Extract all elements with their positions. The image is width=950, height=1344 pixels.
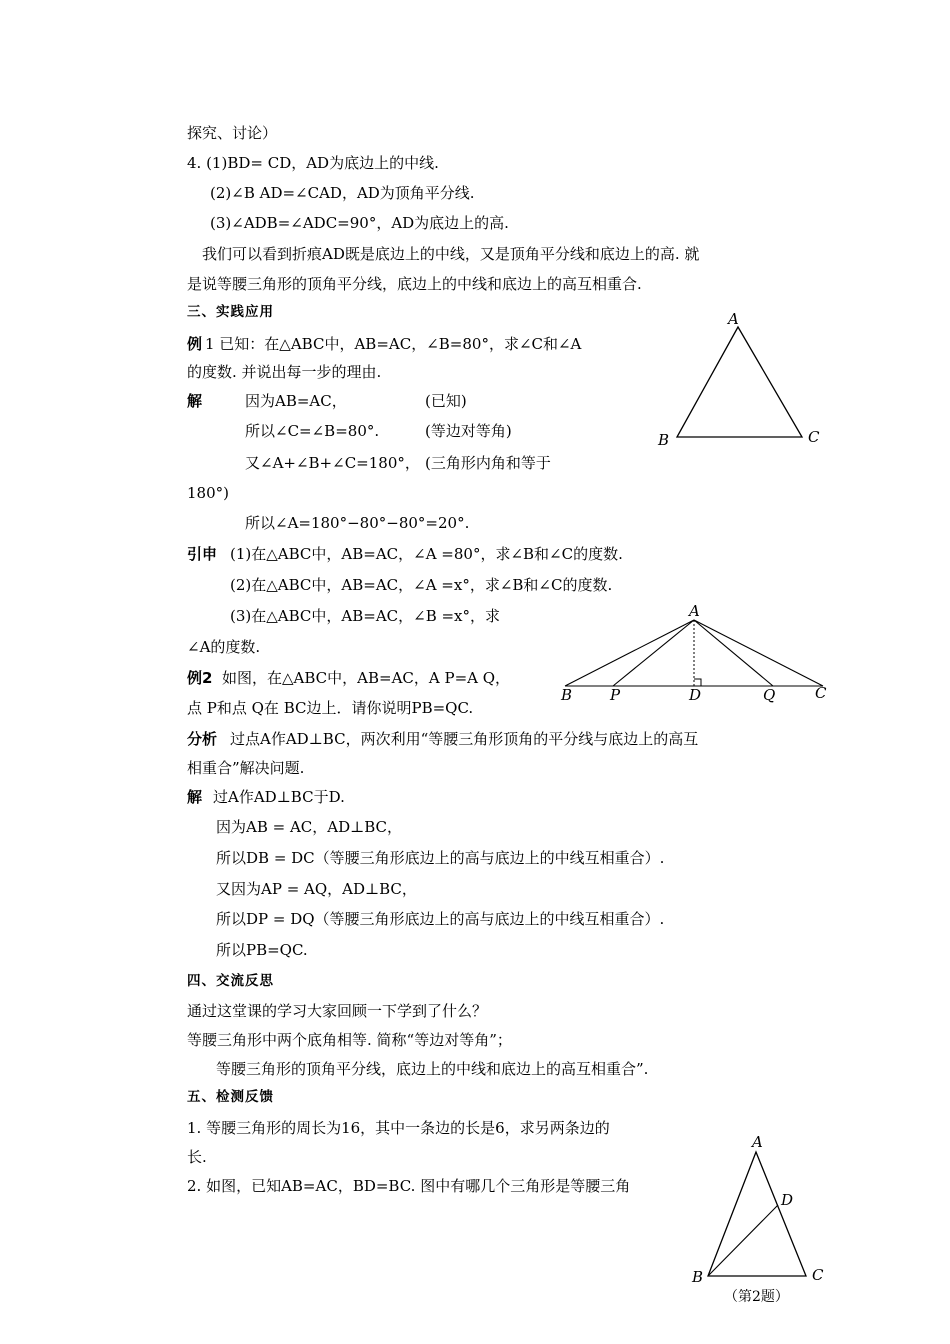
side-ac (694, 620, 823, 686)
text-line: 探究、讨论） (187, 124, 278, 142)
text-line: 是说等腰三角形的顶角平分线，底边上的中线和底边上的高互相重合. (187, 275, 642, 293)
text-line: 1 已知：在△ABC中，AB=AC，∠B=80°，求∠C和∠A (205, 335, 582, 353)
vertex-label-c: C (808, 428, 820, 446)
vertex-label-a: A (689, 602, 700, 620)
text-line: 我们可以看到折痕AD既是底边上的中线，又是顶角平分线和底边上的高. 就 (202, 245, 700, 263)
text-line: 如图，在△ABC中，AB=AC，A P=A Q， (222, 669, 511, 687)
text-line: 点 P和点 Q在 BC边上．请你说明PB=QC. (187, 699, 474, 717)
section-heading: 五、检测反馈 (187, 1089, 274, 1105)
side-ab (565, 620, 694, 686)
point-label-q: Q (763, 686, 776, 704)
text-line: 等腰三角形中两个底角相等. 简称“等边对等角”； (187, 1031, 512, 1049)
reason-text: (已知) (425, 392, 467, 410)
section-heading: 三、实践应用 (187, 304, 274, 320)
extension-label: 引申 (187, 545, 218, 563)
text-line: 的度数. 并说出每一步的理由. (187, 363, 382, 381)
text-line: 4. (1)BD= CD，AD为底边上的中线. (187, 154, 439, 172)
example-label: 例 (187, 335, 203, 353)
right-angle-mark (694, 679, 701, 686)
point-label-d: D (689, 686, 702, 704)
vertex-label-b: B (658, 431, 670, 449)
text-line: (3)在△ABC中，AB=AC，∠B =x°，求 (230, 607, 501, 625)
text-line: 又∠A+∠B+∠C=180°， (245, 454, 420, 472)
triangle-outline (677, 327, 802, 437)
solution-label: 解 (187, 788, 203, 806)
solution-label: 解 (187, 392, 203, 410)
text-line: 相重合”解决问题. (187, 759, 305, 777)
text-line: 因为AB = AC，AD⊥BC， (216, 818, 403, 836)
segment-aq (694, 620, 773, 686)
text-line: 因为AB=AC， (245, 392, 347, 410)
text-line: 所以∠A=180°−80°−80°=20°. (245, 514, 470, 532)
vertex-label-c: C (812, 1266, 824, 1284)
text-line: 过A作AD⊥BC于D. (213, 788, 345, 806)
vertex-label-a: A (728, 310, 739, 328)
exercise2-figure (688, 1130, 838, 1308)
vertex-label-b: B (692, 1268, 704, 1286)
text-line: 又因为AP = AQ，AD⊥BC， (216, 880, 417, 898)
point-label-p: P (610, 686, 621, 704)
text-line: ∠A的度数. (187, 638, 261, 656)
text-line: 2. 如图，已知AB=AC，BD=BC. 图中有哪几个三角形是等腰三角 (187, 1177, 631, 1195)
vertex-label-b: B (561, 686, 573, 704)
segment-ap (613, 620, 694, 686)
example-label: 例2 (187, 669, 213, 687)
reason-text: (三角形内角和等于 (425, 454, 551, 472)
analysis-label: 分析 (187, 730, 218, 748)
text-line: 1. 等腰三角形的周长为16，其中一条边的长是6，求另两条边的 (187, 1119, 610, 1137)
text-line: 所以DP = DQ（等腰三角形底边上的高与底边上的中线互相重合）. (216, 910, 665, 928)
vertex-label-a: A (752, 1133, 763, 1151)
text-line: (2)在△ABC中，AB=AC，∠A =x°，求∠B和∠C的度数. (230, 576, 613, 594)
point-label-d: D (781, 1191, 794, 1209)
text-line: 所以∠C=∠B=80°. (245, 422, 380, 440)
text-line: 通过这堂课的学习大家回顾一下学到了什么？ (187, 1002, 488, 1020)
figure-caption: （第2题） (724, 1289, 789, 1305)
text-line: 等腰三角形的顶角平分线，底边上的中线和底边上的高互相重合”. (216, 1060, 649, 1078)
text-line: (3)∠ADB=∠ADC=90°，AD为底边上的高. (210, 214, 509, 232)
reason-text: (等边对等角) (425, 422, 512, 440)
section-heading: 四、交流反思 (187, 973, 274, 989)
segment-bd (708, 1205, 778, 1276)
text-line: (2)∠B AD=∠CAD，AD为顶角平分线. (210, 184, 475, 202)
text-line: 长. (187, 1148, 207, 1166)
text-line: 过点A作AD⊥BC，两次利用“等腰三角形顶角的平分线与底边上的高互 (230, 730, 699, 748)
isosceles-apq-figure (555, 603, 835, 703)
text-line: 所以PB=QC. (216, 941, 308, 959)
triangle-outline (708, 1152, 806, 1276)
text-line: 180°) (187, 484, 229, 502)
text-line: (1)在△ABC中，AB=AC，∠A =80°，求∠B和∠C的度数. (230, 545, 623, 563)
vertex-label-c: C (815, 684, 827, 702)
triangle-abc-figure (650, 305, 840, 455)
text-line: 所以DB = DC（等腰三角形底边上的高与底边上的中线互相重合）. (216, 849, 665, 867)
